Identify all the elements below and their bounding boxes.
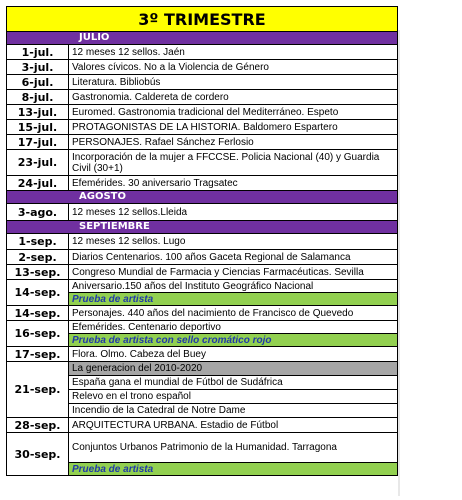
page-edge-rule [398, 30, 400, 496]
issue-date: 3-jul. [7, 60, 69, 75]
table-row [7, 418, 398, 433]
title-row [7, 7, 398, 32]
issue-date: 17-jul. [7, 135, 69, 150]
table-row [7, 280, 398, 293]
table-row [7, 265, 398, 280]
issue-description: Incendio de la Catedral de Notre Dame [69, 404, 398, 418]
table-row [7, 321, 398, 334]
issue-date: 23-jul. [7, 150, 69, 176]
issue-description: Valores cívicos. No a la Violencia de Género [69, 60, 398, 75]
issue-description: 12 meses 12 sellos. Lugo [69, 234, 398, 250]
issue-date: 24-jul. [7, 176, 69, 191]
table-row [7, 120, 398, 135]
issue-description: 12 meses 12 sellos.Lleida [69, 204, 398, 221]
issue-date: 14-sep. [7, 306, 69, 321]
issue-description: Personajes. 440 años del nacimiento de Francisco de Quevedo [69, 306, 398, 321]
table-row [7, 362, 398, 376]
issue-description: Efemérides. Centenario deportivo [69, 321, 398, 334]
issue-description: Gastronomia. Caldereta de cordero [69, 90, 398, 105]
table-row [7, 204, 398, 221]
table-row [7, 90, 398, 105]
issue-date: 17-sep. [7, 347, 69, 362]
table-row [7, 60, 398, 75]
philatelic-calendar-table [6, 6, 398, 476]
issue-date: 2-sep. [7, 250, 69, 265]
issue-date: 16-sep. [7, 321, 69, 347]
issue-date: 13-jul. [7, 105, 69, 120]
issue-date: 8-jul. [7, 90, 69, 105]
issue-date: 21-sep. [7, 362, 69, 418]
issue-description: Flora. Olmo. Cabeza del Buey [69, 347, 398, 362]
table-row [7, 433, 398, 463]
month-label: AGOSTO [7, 191, 398, 204]
issue-description: ARQUITECTURA URBANA. Estadio de Fútbol [69, 418, 398, 433]
issue-description: Diarios Centenarios. 100 años Gaceta Regional de Salamanca [69, 250, 398, 265]
issue-date: 15-jul. [7, 120, 69, 135]
month-row-septiembre [7, 221, 398, 234]
issue-description: 12 meses 12 sellos. Jaén [69, 45, 398, 60]
artist-proof-note: Prueba de artista [69, 463, 398, 476]
issue-description: Literatura. Bibliobús [69, 75, 398, 90]
page-title: 3º TRIMESTRE [7, 7, 398, 32]
series-header: La generacion del 2010-2020 [69, 362, 398, 376]
issue-description: Aniversario.150 años del Instituto Geográfico Nacional [69, 280, 398, 293]
issue-description: Conjuntos Urbanos Patrimonio de la Humanidad. Tarragona [69, 433, 398, 463]
month-label: JULIO [7, 32, 398, 45]
table-row [7, 306, 398, 321]
issue-description: Euromed. Gastronomia tradicional del Mediterráneo. Espeto [69, 105, 398, 120]
table-row [7, 347, 398, 362]
issue-description: España gana el mundial de Fútbol de Sudáfrica [69, 376, 398, 390]
table-row [7, 75, 398, 90]
table-row [7, 135, 398, 150]
issue-description: Incorporación de la mujer a FFCCSE. Policia Nacional (40) y Guardia Civil (30+1) [69, 150, 398, 176]
table-row [7, 45, 398, 60]
issue-date: 30-sep. [7, 433, 69, 476]
issue-description: PROTAGONISTAS DE LA HISTORIA. Baldomero Espartero [69, 120, 398, 135]
issue-description: Relevo en el trono español [69, 390, 398, 404]
issue-date: 1-sep. [7, 234, 69, 250]
issue-date: 3-ago. [7, 204, 69, 221]
issue-description: Efemérides. 30 aniversario Tragsatec [69, 176, 398, 191]
month-row-agosto [7, 191, 398, 204]
table-row [7, 250, 398, 265]
month-row-julio [7, 32, 398, 45]
issue-description: PERSONAJES. Rafael Sánchez Ferlosio [69, 135, 398, 150]
artist-proof-note: Prueba de artista con sello cromático rojo [69, 334, 398, 347]
issue-date: 13-sep. [7, 265, 69, 280]
issue-date: 1-jul. [7, 45, 69, 60]
issue-description: Congreso Mundial de Farmacia y Ciencias Farmacéuticas. Sevilla [69, 265, 398, 280]
table-row [7, 234, 398, 250]
issue-date: 14-sep. [7, 280, 69, 306]
artist-proof-note: Prueba de artista [69, 293, 398, 306]
month-label: SEPTIEMBRE [7, 221, 398, 234]
table-row [7, 150, 398, 176]
issue-date: 6-jul. [7, 75, 69, 90]
table-row [7, 176, 398, 191]
table-row [7, 105, 398, 120]
issue-date: 28-sep. [7, 418, 69, 433]
